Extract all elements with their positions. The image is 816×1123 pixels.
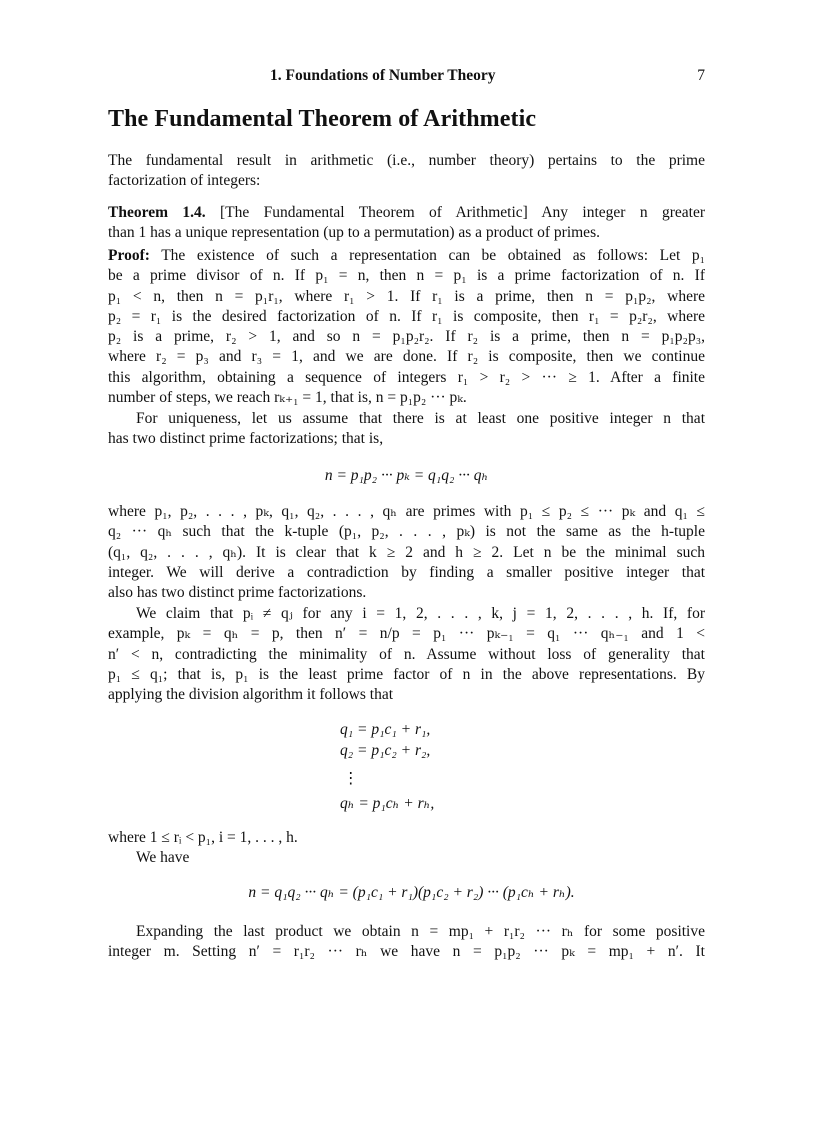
text-line: The fundamental result in arithmetic (i.e., number theory) pertains to the prime [108, 152, 705, 169]
text-line: For uniqueness, let us assume that there is at least one positive integer n that [136, 410, 705, 427]
text-line: where p₁, p₂, . . . , pₖ, q₁, q₂, . . . , qₕ are primes with p₁ ≤ p₂ ≤ ··· pₖ and q₁ ≤ [108, 503, 705, 520]
claim-paragraph [108, 604, 705, 705]
text-line: factorization of integers: [108, 172, 261, 190]
where-ri-paragraph [108, 828, 705, 869]
text-line: be a prime divisor of n. If p₁ = n, then n = p₁ is a prime factorization of n. If [108, 267, 705, 285]
division-equations [340, 720, 434, 814]
proof-paragraph [108, 246, 705, 408]
text-line: example, pₖ = qₕ = p, then n′ = n/p = p₁ ··· pₖ₋₁ = q₁ ··· qₕ₋₁ and 1 < [108, 625, 705, 643]
text-line: p₁ < n, then n = p₁r₁, where r₁ > 1. If r₁ is a prime, then n = p₁p₂, where [108, 287, 705, 305]
expanding-paragraph [108, 922, 705, 963]
text-line: We claim that pᵢ ≠ qⱼ for any i = 1, 2, . . . , k, j = 1, 2, . . . , h. If, for [136, 605, 705, 622]
page-number: 7 [697, 67, 705, 84]
text-line: also has two distinct prime factorizations. [108, 584, 367, 602]
text-line: We have [136, 849, 190, 867]
text-line: integer. We will derive a contradiction by finding a smaller positive integer that [108, 563, 705, 581]
running-head [108, 67, 705, 87]
text-line: p₂ = r₁ is the desired factorization of n. If r₁ is composite, then r₁ = p₂r₂, where [108, 307, 705, 325]
text-line: p₁ ≤ q₁; that is, p₁ is the least prime factor of n in the above representations. By [108, 665, 705, 683]
section-title: The Fundamental Theorem of Arithmetic [108, 106, 537, 132]
intro-paragraph [108, 151, 705, 192]
text-line: has two distinct prime factorizations; that is, [108, 430, 384, 448]
equation-line: qₕ = p₁cₕ + rₕ, [340, 794, 435, 812]
text-line: this algorithm, obtaining a sequence of integers r₁ > r₂ > ··· ≥ 1. After a finite [108, 368, 705, 386]
text-line: applying the division algorithm it follows that [108, 686, 394, 704]
uniqueness-paragraph [108, 409, 705, 450]
text-line: Expanding the last product we obtain n = mp₁ + r₁r₂ ··· rₕ for some positive [136, 923, 705, 940]
theorem-text: [The Fundamental Theorem of Arithmetic] Any integer n greater [205, 204, 705, 221]
text-line: (q₁, q₂, . . . , qₕ). It is clear that k ≥ 2 and h ≥ 2. Let n be the minimal such [108, 543, 705, 561]
where-paragraph [108, 502, 705, 603]
theorem-label: Theorem 1.4. [108, 204, 206, 221]
theorem-statement [108, 203, 705, 244]
text-line: than 1 has a unique representation (up to a permutation) as a product of primes. [108, 224, 600, 242]
text-line: q₂ ··· qₕ such that the k-tuple (p₁, p₂, . . . , pₖ) is not the same as the h-tuple [108, 523, 705, 541]
text-line: where 1 ≤ rᵢ < p₁, i = 1, . . . , h. [108, 829, 298, 846]
text-line: number of steps, we reach rₖ₊₁ = 1, that is, n = p₁p₂ ··· pₖ. [108, 389, 467, 407]
text-line: n′ < n, contradicting the minimality of n. Assume without loss of generality that [108, 645, 705, 663]
equation-line: q₂ = p₁c₂ + r₂, [340, 742, 431, 760]
text-line: where r₂ = p₃ and r₃ = 1, and we are done. If r₂ is composite, then we continue [108, 348, 705, 366]
equation-line: q₁ = p₁c₁ + r₁, [340, 721, 431, 738]
equation-factorizations: n = p₁p₂ ··· pₖ = q₁q₂ ··· qₕ [324, 467, 489, 484]
text-line: p₂ is a prime, r₂ > 1, and so n = p₁p₂r₂. If r₂ is a prime, then n = p₁p₂p₃, [108, 328, 705, 346]
vertical-ellipsis: ⋮ [343, 769, 359, 787]
proof-label: Proof: [108, 247, 150, 264]
text-line: integer m. Setting n′ = r₁r₂ ··· rₕ we have n = p₁p₂ ··· pₖ = mp₁ + n′. It [108, 943, 705, 961]
text-line: The existence of such a representation can be obtained as follows: Let p₁ [149, 247, 705, 264]
chapter-title: 1. Foundations of Number Theory [270, 67, 496, 84]
equation-product-expansion: n = q₁q₂ ··· qₕ = (p₁c₁ + r₁)(p₁c₂ + r₂) ··· (p₁cₕ + rₕ). [248, 884, 575, 901]
